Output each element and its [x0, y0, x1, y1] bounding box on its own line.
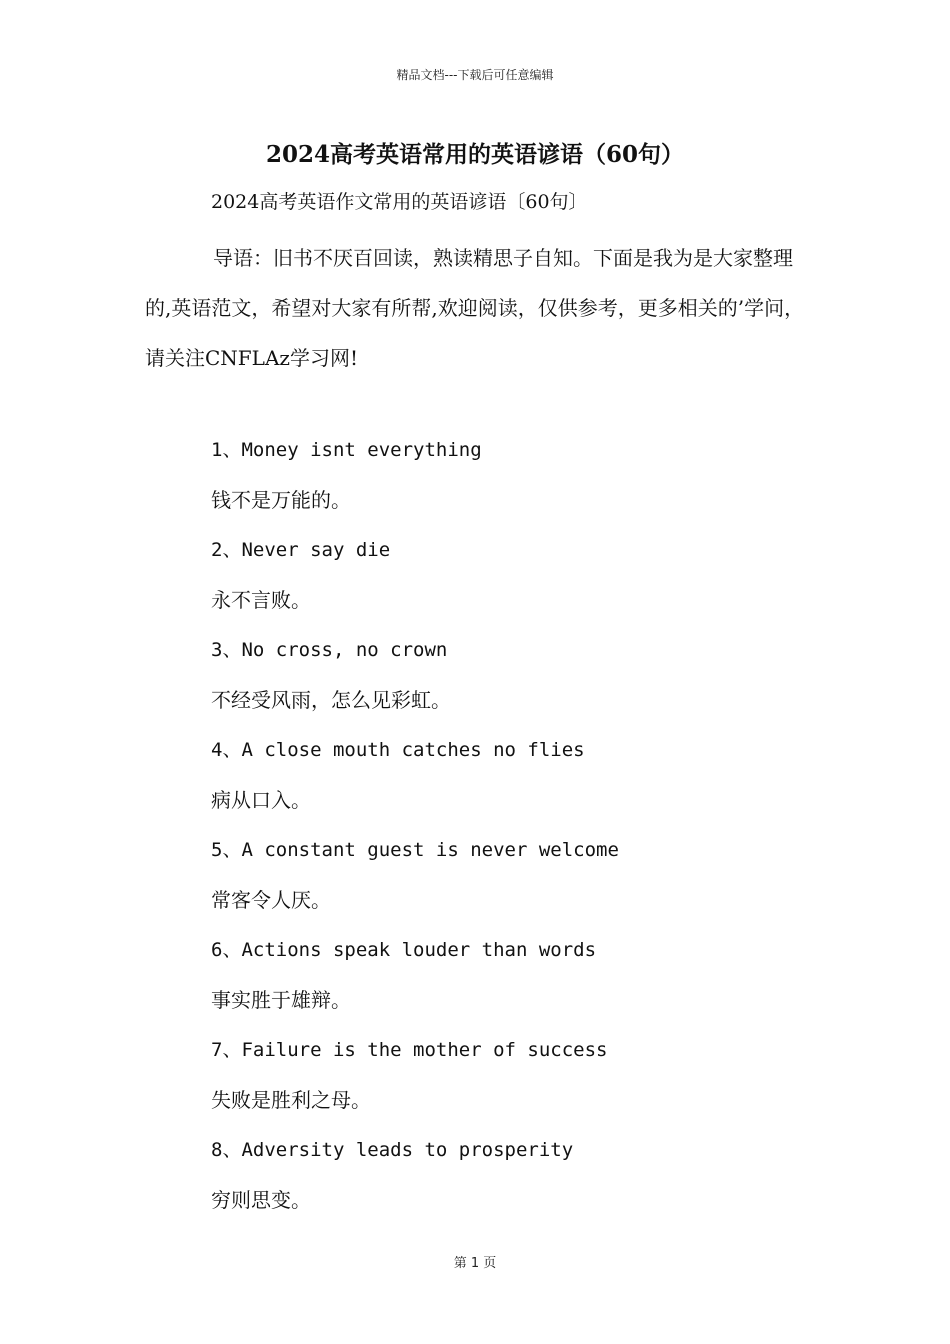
proverb-chinese: 钱不是万能的。 — [211, 488, 351, 512]
page-number: 第 1 页 — [453, 1256, 497, 1271]
proverb-english: 3、No cross, no crown — [211, 639, 448, 661]
proverb-chinese: 失败是胜利之母。 — [211, 1088, 371, 1112]
proverb-chinese: 永不言败。 — [211, 588, 311, 612]
document-subtitle: 2024高考英语作文常用的英语谚语〔60句〕 — [211, 191, 588, 213]
proverb-chinese: 不经受风雨，怎么见彩虹。 — [211, 688, 451, 712]
proverb-item — [211, 932, 861, 1032]
proverb-english: 6、Actions speak louder than words — [211, 939, 597, 961]
proverb-item — [211, 632, 861, 732]
proverb-item — [211, 432, 861, 532]
intro-paragraph: 导语：旧书不厌百回读，熟读精思子自知。下面是我为是大家整理的,英语范文，希望对大家有所帮,欢迎阅读，仅供参考，更多相关的’学问，请关注CNFLAz学习网! — [145, 246, 805, 370]
proverb-item — [211, 532, 861, 632]
proverb-item — [211, 732, 861, 832]
header-note: 精品文档---下载后可任意编辑 — [396, 68, 554, 82]
proverb-chinese: 事实胜于雄辩。 — [211, 988, 351, 1012]
proverb-english: 2、Never say die — [211, 539, 391, 561]
proverb-item — [211, 1132, 861, 1232]
proverb-chinese: 常客令人厌。 — [211, 888, 331, 912]
proverb-english: 8、Adversity leads to prosperity — [211, 1139, 574, 1161]
proverb-item — [211, 832, 861, 932]
proverb-chinese: 病从口入。 — [211, 788, 311, 812]
proverb-chinese: 穷则思变。 — [211, 1188, 311, 1212]
proverb-english: 4、A close mouth catches no flies — [211, 739, 585, 761]
proverb-english: 5、A constant guest is never welcome — [211, 839, 619, 861]
proverb-english: 1、Money isnt everything — [211, 439, 482, 461]
document-title: 2024高考英语常用的英语谚语（60句） — [265, 141, 685, 168]
proverb-item — [211, 1032, 861, 1132]
proverb-english: 7、Failure is the mother of success — [211, 1039, 608, 1061]
proverb-list — [211, 432, 861, 1232]
